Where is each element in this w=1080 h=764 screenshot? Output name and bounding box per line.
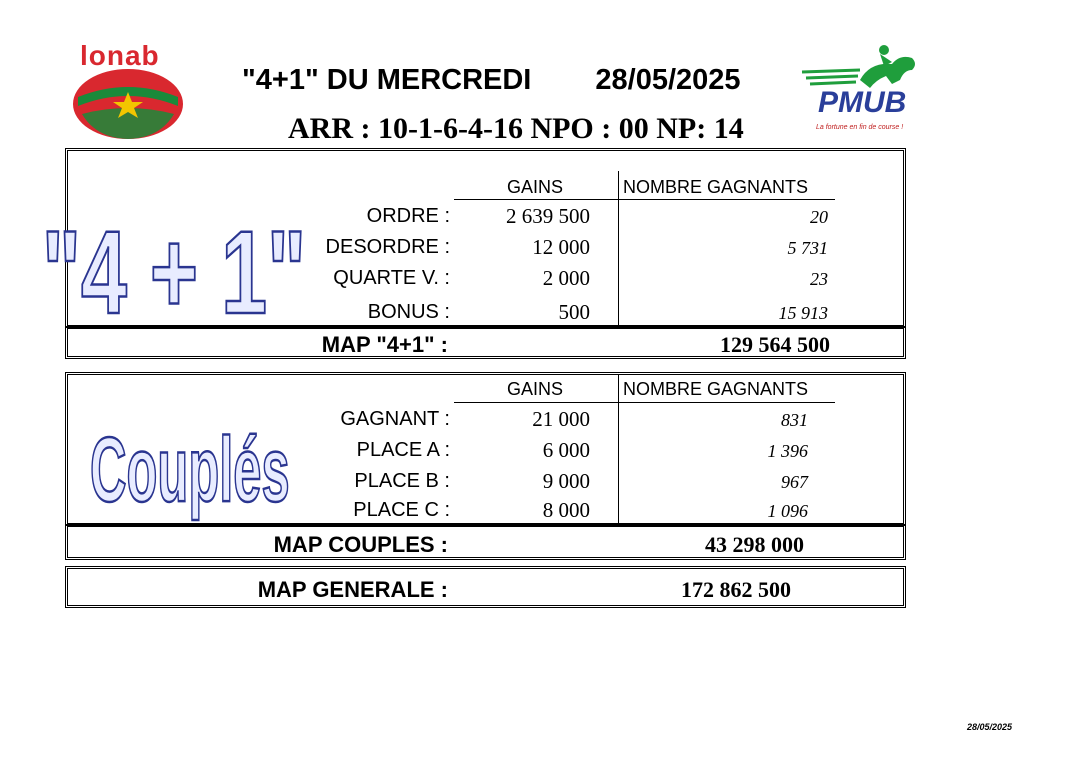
row-winners: 1 096: [767, 501, 808, 521]
header-underline: [454, 199, 835, 200]
row-gain: 8 000: [542, 498, 590, 522]
stylized-4plus1-text: "4 + 1": [41, 206, 307, 339]
row-winners: 831: [781, 410, 808, 430]
row-gain: 2 639 500: [506, 204, 590, 228]
map-generale-value: 172 862 500: [681, 577, 791, 602]
row-gain: 6 000: [542, 438, 590, 462]
row-label: BONUS :: [367, 301, 450, 323]
row-winners: 967: [781, 472, 808, 492]
page-title: [242, 64, 741, 97]
column-divider: [618, 171, 619, 325]
row-label: PLACE B :: [354, 470, 450, 492]
map-couples-value: 43 298 000: [705, 532, 804, 557]
stylized-couples-text: Couplés: [90, 417, 290, 521]
map-couples-label: MAP COUPLES :: [273, 532, 448, 557]
col-winners-header: NOMBRE GAGNANTS: [623, 379, 809, 399]
pmub-logo: [800, 40, 930, 140]
row-gain: 2 000: [542, 266, 590, 290]
col-gains-header: GAINS: [507, 177, 564, 197]
row-label: PLACE C :: [353, 499, 450, 521]
row-label: PLACE A :: [356, 439, 450, 461]
pmub-slogan: La fortune en fin de course !: [816, 124, 904, 131]
row-winners: 20: [810, 207, 828, 227]
title-text: "4+1" DU MERCREDI: [242, 64, 532, 96]
map-4plus1-box: [65, 326, 906, 359]
section-couples-box: [65, 372, 906, 526]
row-label: GAGNANT :: [340, 408, 450, 430]
title-date: 28/05/2025: [595, 64, 741, 96]
row-winners: 1 396: [767, 441, 808, 461]
col-winners-header: NOMBRE GAGNANTS: [623, 177, 809, 197]
map-generale-box: [65, 566, 906, 608]
row-label: ORDRE :: [366, 205, 450, 227]
row-gain: 500: [558, 300, 590, 324]
arrival-line: ARR : 10-1-6-4-16 NPO : 00 NP: 14: [288, 112, 744, 145]
map-couples-box: [65, 524, 906, 560]
section-4plus1-box: [41, 148, 906, 339]
header-underline: [454, 402, 835, 403]
map-generale-label: MAP GENERALE :: [257, 577, 448, 602]
row-winners: 23: [810, 269, 828, 289]
map-4plus1-value: 129 564 500: [720, 332, 830, 357]
footer-date: 28/05/2025: [966, 722, 1012, 732]
row-gain: 21 000: [532, 407, 590, 431]
lonab-logo-text: lonab: [80, 40, 160, 71]
col-gains-header: GAINS: [507, 379, 564, 399]
row-gain: 12 000: [532, 235, 590, 259]
map-4plus1-label: MAP "4+1" :: [321, 332, 448, 357]
lonab-logo: [70, 42, 188, 142]
row-gain: 9 000: [542, 469, 590, 493]
row-winners: 15 913: [778, 303, 828, 323]
row-label: QUARTE V. :: [333, 267, 450, 289]
row-label: DESORDRE :: [325, 236, 450, 258]
pmub-logo-text: PMUB: [818, 86, 907, 119]
row-winners: 5 731: [787, 238, 828, 258]
